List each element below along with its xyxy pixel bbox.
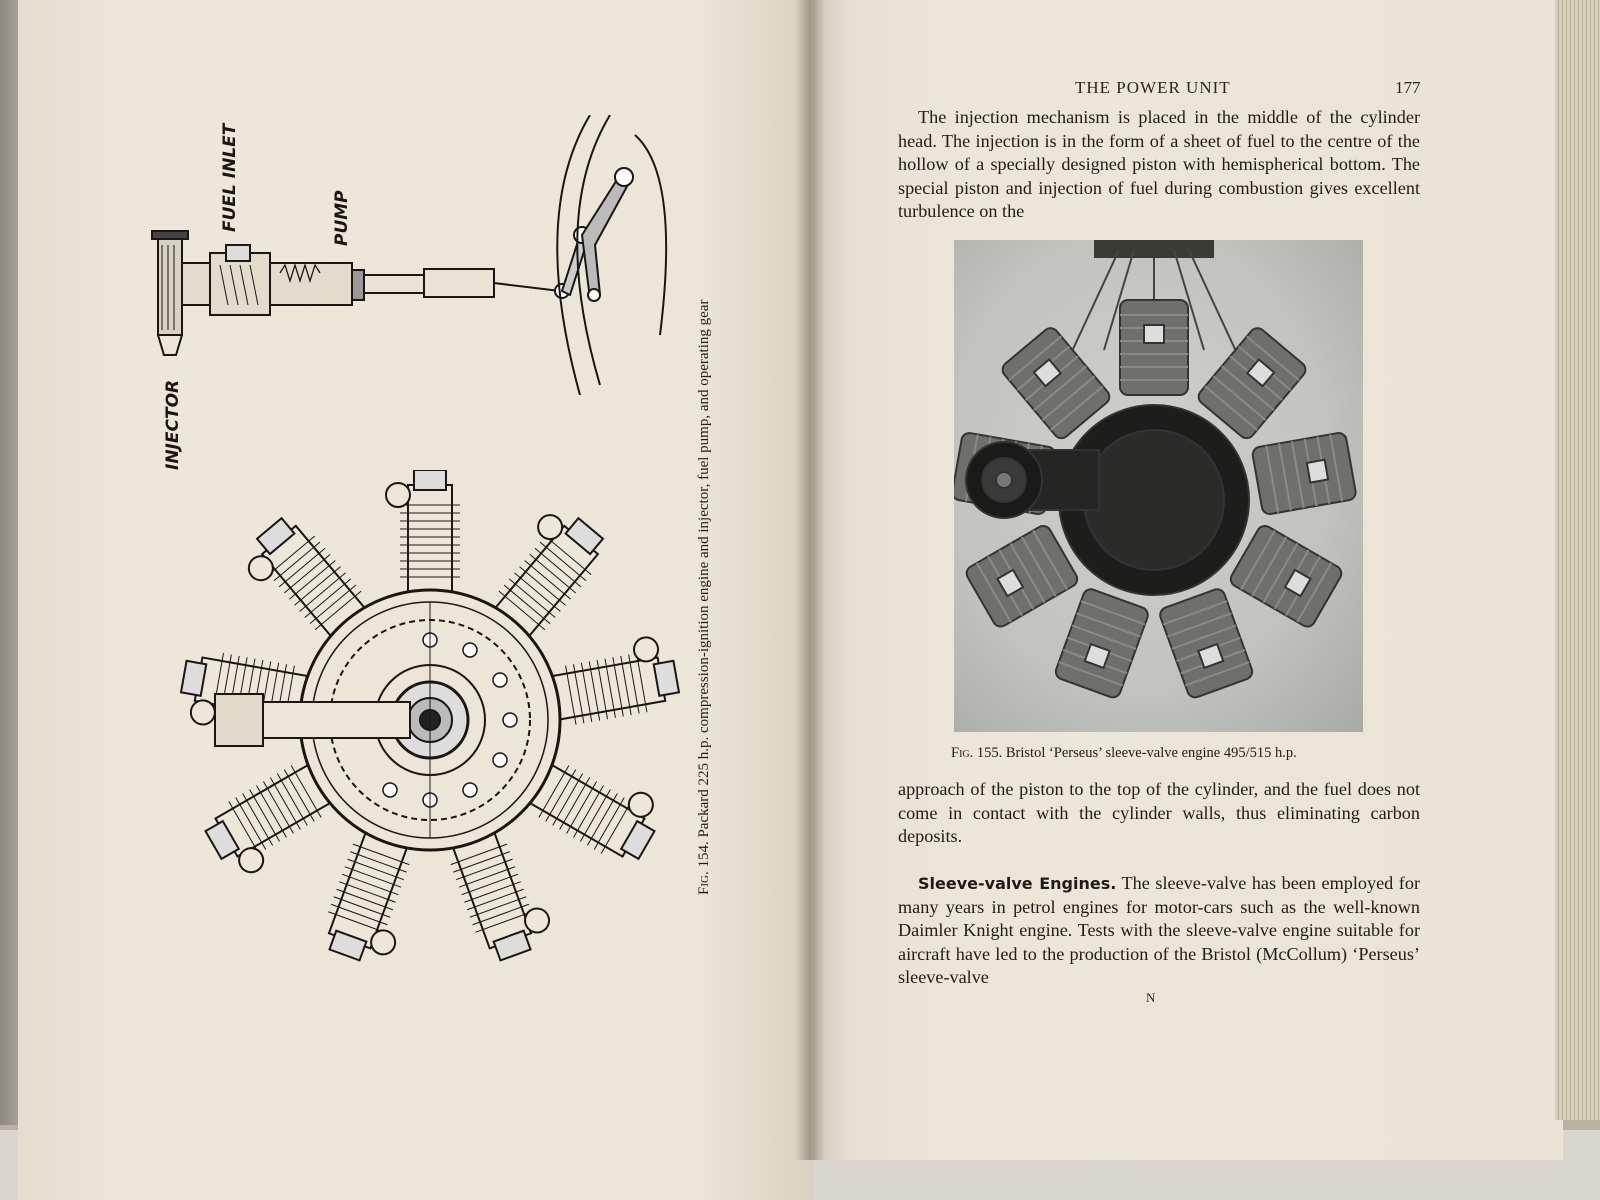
- paragraph-carbon-deposits: approach of the piston to the top of the cylinder, and the fuel does not come in contact with the cylinder walls, thus eliminating carbon deposits.: [898, 779, 1420, 846]
- figure-154-number: Fig. 154.: [696, 841, 712, 895]
- fuel-inlet-label: FUEL INLET: [220, 123, 240, 232]
- pump-label: PUMP: [332, 190, 352, 246]
- paragraph-sleeve-valve: [898, 872, 1420, 990]
- book-gutter: [795, 0, 825, 1160]
- radial-engine-diagram: [175, 470, 685, 970]
- sleeve-valve-text: The sleeve-valve has been employed for many years in petrol engines for motor-cars such as the well-known Daimler Knight engine. Tests with the sleeve-valve engine suitable for aircraft have led to the production of the Bristol (McCollum) ‘Perseus’ sleeve-valve: [898, 873, 1421, 987]
- paragraph-injection: The injection mechanism is placed in the middle of the cylinder head. The injection is in the form of a sheet of fuel to the centre of the hollow of a specially designed piston with hemispherical bottom. The special piston and injection of fuel during combustion gives excellent turbulence on the: [898, 107, 1420, 221]
- figure-154-text: Packard 225 h.p. compression-ignition engine and injector, fuel pump, and operating gear: [696, 299, 712, 838]
- figure-155-number: Fig. 155.: [951, 745, 1003, 761]
- perseus-engine-image: [954, 240, 1363, 732]
- sleeve-valve-heading: Sleeve-valve Engines.: [918, 874, 1117, 893]
- page-number: 177: [1395, 78, 1421, 97]
- engine-photograph: [954, 240, 1363, 732]
- figure-154-caption: [696, 300, 713, 895]
- page-edge-stack: [1555, 0, 1600, 1120]
- figure-155-text: Bristol ‘Perseus’ sleeve-valve engine 495/515 h.p.: [1005, 745, 1297, 761]
- running-head: THE POWER UNIT: [1075, 78, 1231, 97]
- injector-label: INJECTOR: [163, 379, 183, 470]
- figure-155-caption: [951, 745, 1297, 762]
- signature-mark: N: [1146, 990, 1156, 1005]
